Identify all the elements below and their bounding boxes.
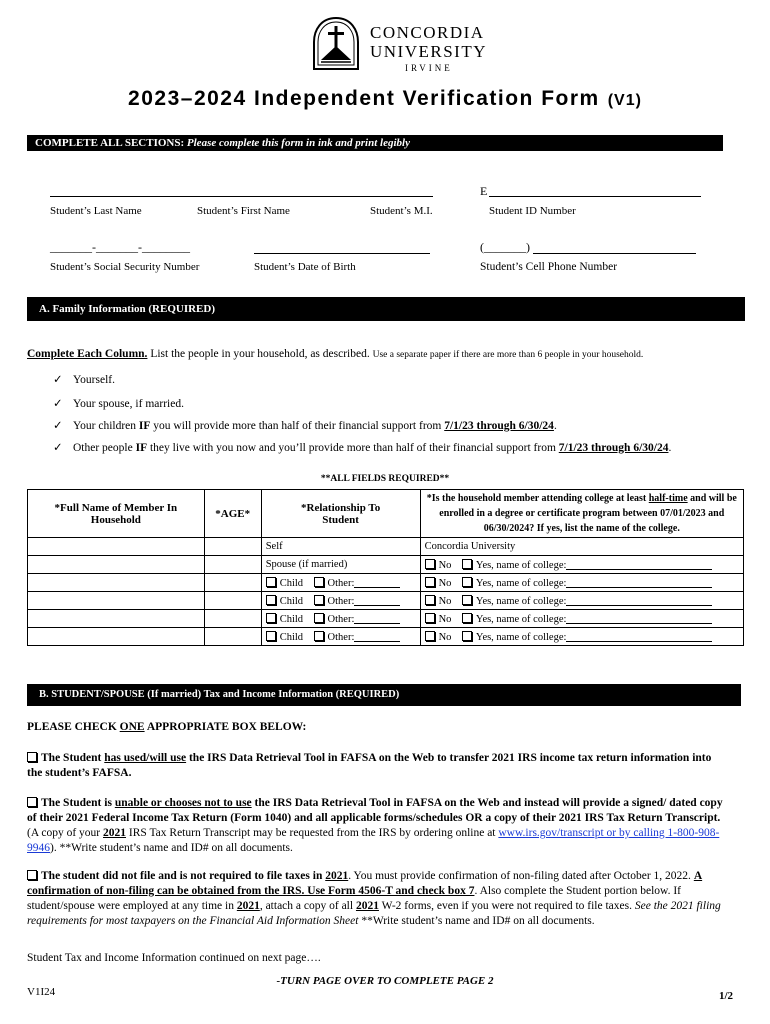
option-3-checkbox[interactable] xyxy=(27,870,37,880)
other-checkbox[interactable] xyxy=(314,631,324,641)
student-id-label: Student ID Number xyxy=(489,205,576,217)
university-seal-logo xyxy=(311,16,361,72)
all-fields-required: **ALL FIELDS REQUIRED** xyxy=(320,474,450,484)
age-cell[interactable] xyxy=(204,538,261,556)
member-name-cell[interactable] xyxy=(28,610,205,628)
item-pre: Your children xyxy=(73,420,139,432)
yes-label: Yes, name of college: xyxy=(475,631,567,643)
member-name-cell[interactable] xyxy=(28,556,205,574)
other-label: Other: xyxy=(327,577,355,589)
option-2 xyxy=(27,796,727,856)
item-date: 7/1/23 through 6/30/24 xyxy=(558,442,669,454)
relationship-cell xyxy=(261,574,420,592)
member-name-cell[interactable] xyxy=(28,628,205,646)
age-cell[interactable] xyxy=(204,628,261,646)
opt1-u: has used/will use xyxy=(104,752,187,764)
opt3-d: , attach a copy of all xyxy=(259,900,356,912)
university-wordmark xyxy=(370,24,487,73)
household-criteria-item xyxy=(53,396,184,410)
age-cell[interactable] xyxy=(204,592,261,610)
form-version: (V1) xyxy=(607,92,642,109)
child-checkbox[interactable] xyxy=(266,595,276,605)
header-full-name: *Full Name of Member In Household xyxy=(28,490,205,538)
last-name-label: Student’s Last Name xyxy=(50,205,142,217)
other-checkbox[interactable] xyxy=(314,577,324,587)
member-name-cell[interactable] xyxy=(28,592,205,610)
age-cell[interactable] xyxy=(204,610,261,628)
child-checkbox[interactable] xyxy=(266,613,276,623)
table-row xyxy=(28,538,744,556)
yes-label: Yes, name of college: xyxy=(475,559,567,571)
other-input-line[interactable] xyxy=(354,587,400,588)
opt3-year2: 2021 xyxy=(236,900,260,912)
logo-line-2: UNIVERSITY xyxy=(370,42,487,61)
opt2-d: IRS Tax Return Transcript may be requested from the IRS by ordering online at xyxy=(126,827,499,839)
checkmark-icon: ✓ xyxy=(53,398,63,410)
item-pre: Yourself. xyxy=(73,374,115,386)
yes-label: Yes, name of college: xyxy=(475,577,567,589)
no-checkbox[interactable] xyxy=(425,595,435,605)
instructions-bar xyxy=(27,135,723,151)
yes-checkbox[interactable] xyxy=(462,559,472,569)
opt3-italic: See the 2021 filing requirements for most taxpayers on the Financial Aid Information Sheet xyxy=(27,900,721,927)
college-cell xyxy=(420,610,743,628)
item-post: . xyxy=(668,442,672,454)
relationship-cell: Spouse (if married) xyxy=(261,556,420,574)
household-criteria-item xyxy=(53,440,671,454)
opt2-year: 2021 xyxy=(103,827,127,839)
phone-label: Student’s Cell Phone Number xyxy=(480,261,618,273)
header-relationship: *Relationship To Student xyxy=(261,490,420,538)
table-row xyxy=(28,556,744,574)
student-id-line[interactable] xyxy=(489,196,701,197)
header-age: *AGE* xyxy=(204,490,261,538)
item-mid: you will provide more than half of their financial support from xyxy=(150,420,445,432)
table-row xyxy=(28,610,744,628)
check-one-instruction xyxy=(27,720,727,735)
table-row xyxy=(28,574,744,592)
college-name-line[interactable] xyxy=(566,605,712,606)
child-label: Child xyxy=(279,595,304,607)
age-cell[interactable] xyxy=(204,556,261,574)
ssn-line[interactable]: _______-_______-________ xyxy=(50,240,190,254)
option-2-checkbox[interactable] xyxy=(27,797,37,807)
section-a-lead xyxy=(27,348,643,360)
mi-label: Student’s M.I. xyxy=(370,205,433,217)
dob-label: Student’s Date of Birth xyxy=(254,261,356,273)
header-college xyxy=(420,490,743,538)
header-college-b: and will be enrolled in a degree or certificate program between 07/01/2023 and 06/30/2024? If yes, list the name of the college. xyxy=(439,493,737,534)
checkmark-icon: ✓ xyxy=(53,374,63,386)
footer-version: V1I24 xyxy=(27,986,56,998)
yes-checkbox[interactable] xyxy=(462,577,472,587)
checkmark-icon: ✓ xyxy=(53,420,63,432)
college-name-line[interactable] xyxy=(566,569,712,570)
table-row xyxy=(28,592,744,610)
member-name-cell[interactable] xyxy=(28,574,205,592)
no-checkbox[interactable] xyxy=(425,631,435,641)
opt3-u: A confirmation of non-filing can be obtained from the IRS. Use Form 4506-T and check box 7 xyxy=(27,870,703,897)
child-checkbox[interactable] xyxy=(266,631,276,641)
option-1-checkbox[interactable] xyxy=(27,752,37,762)
irs-transcript-link[interactable]: www.irs.gov/transcript or by calling 1-800-908-9946 xyxy=(27,827,720,854)
check-one-post: APPROPRIATE BOX BELOW: xyxy=(144,721,307,733)
opt1-b: the IRS Data Retrieval Tool in FAFSA on the Web to transfer 2021 IRS income tax return information into the student’s FAFSA. xyxy=(27,752,712,779)
college-cell: Concordia University xyxy=(420,538,743,556)
age-cell[interactable] xyxy=(204,574,261,592)
opt1-a: The Student xyxy=(41,752,105,764)
household-criteria-item xyxy=(53,418,557,432)
lead-small: Use a separate paper if there are more than 6 people in your household. xyxy=(372,350,644,360)
check-one-pre: PLEASE CHECK xyxy=(27,721,120,733)
item-bold: IF xyxy=(135,442,148,454)
logo-line-1: CONCORDIA xyxy=(370,23,485,42)
lead-bold: Complete Each Column. xyxy=(27,348,148,360)
opt2-e: ). **Write student’s name and ID# on all documents. xyxy=(50,842,293,854)
child-label: Child xyxy=(279,631,304,643)
section-b-header: B. STUDENT/SPOUSE (If married) Tax and Income Information (REQUIRED) xyxy=(27,684,741,706)
phone-area-code[interactable]: (_______) xyxy=(480,240,530,254)
college-name-line[interactable] xyxy=(566,623,712,624)
opt3-f: **Write student’s name and ID# on all documents. xyxy=(358,915,595,927)
yes-checkbox[interactable] xyxy=(462,631,472,641)
section-a-header: A. Family Information (REQUIRED) xyxy=(27,297,745,321)
phone-line[interactable] xyxy=(533,253,696,254)
check-one-u: ONE xyxy=(119,721,145,733)
no-checkbox[interactable] xyxy=(425,559,435,569)
relationship-cell: Self xyxy=(261,538,420,556)
other-input-line[interactable] xyxy=(354,641,400,642)
household-table xyxy=(27,489,744,646)
opt2-b: the IRS Data Retrieval Tool in FAFSA on the Web and instead will provide a signed/ dated copy of their 2021 Federal Income Tax Return (Form 1040) and all applicable forms/schedules OR a copy of their 2021 IRS Tax Return Transcript. xyxy=(27,797,723,824)
form-title xyxy=(0,87,770,111)
item-pre: Your spouse, if married. xyxy=(73,398,184,410)
table-row xyxy=(28,628,744,646)
no-label: No xyxy=(438,559,452,571)
relationship-cell xyxy=(261,610,420,628)
first-name-label: Student’s First Name xyxy=(197,205,290,217)
lead-text: List the people in your household, as described. xyxy=(147,348,373,360)
header-college-a: *Is the household member attending college at least xyxy=(426,493,649,504)
yes-checkbox[interactable] xyxy=(462,613,472,623)
college-cell xyxy=(420,574,743,592)
relationship-cell xyxy=(261,592,420,610)
instructions-bold: COMPLETE ALL SECTIONS: xyxy=(35,137,185,149)
other-input-line[interactable] xyxy=(354,605,400,606)
student-id-prefix: E xyxy=(480,184,488,198)
opt3-year: 2021 xyxy=(325,870,349,882)
no-checkbox[interactable] xyxy=(425,577,435,587)
item-date: 7/1/23 through 6/30/24 xyxy=(444,420,554,432)
college-cell xyxy=(420,556,743,574)
logo-line-3: IRVINE xyxy=(405,63,453,73)
opt3-a: The student did not file and is not required to file taxes in xyxy=(41,870,326,882)
footer-turn-page: -TURN PAGE OVER TO COMPLETE PAGE 2 xyxy=(276,975,494,987)
dob-line[interactable] xyxy=(254,253,430,254)
other-input-line[interactable] xyxy=(354,623,400,624)
relationship-cell xyxy=(261,628,420,646)
yes-label: Yes, name of college: xyxy=(475,595,567,607)
opt3-b: . You must provide confirmation of non-filing dated after October 1, 2022. xyxy=(348,870,694,882)
opt2-u: unable or chooses not to use xyxy=(114,797,252,809)
student-name-line[interactable] xyxy=(50,196,433,197)
opt3-e: W-2 forms, even if you were not required to file taxes. xyxy=(378,900,635,912)
other-checkbox[interactable] xyxy=(314,595,324,605)
item-post: . xyxy=(553,420,557,432)
household-criteria-item xyxy=(53,372,115,386)
checkmark-icon: ✓ xyxy=(53,442,63,454)
opt2-a: The Student is xyxy=(41,797,115,809)
no-label: No xyxy=(438,613,452,625)
college-name-line[interactable] xyxy=(566,641,712,642)
header-college-u: half-time xyxy=(648,493,688,504)
other-label: Other: xyxy=(327,613,355,625)
footer-page-number: 1/2 xyxy=(719,990,734,1002)
yes-checkbox[interactable] xyxy=(462,595,472,605)
other-label: Other: xyxy=(327,631,355,643)
member-name-cell[interactable] xyxy=(28,538,205,556)
child-label: Child xyxy=(279,577,304,589)
item-pre: Other people xyxy=(73,442,136,454)
opt3-c: . Also complete the Student portion below. If student/spouse were employed at any time in xyxy=(27,885,681,912)
no-checkbox[interactable] xyxy=(425,613,435,623)
other-checkbox[interactable] xyxy=(314,613,324,623)
opt3-year3: 2021 xyxy=(355,900,379,912)
no-label: No xyxy=(438,577,452,589)
option-3 xyxy=(27,869,727,929)
item-mid: they live with you now and you’ll provide more than half of their financial support from xyxy=(147,442,559,454)
ssn-label: Student’s Social Security Number xyxy=(50,261,200,273)
college-name-line[interactable] xyxy=(566,587,712,588)
college-cell xyxy=(420,628,743,646)
no-label: No xyxy=(438,595,452,607)
item-bold: IF xyxy=(138,420,151,432)
child-checkbox[interactable] xyxy=(266,577,276,587)
other-label: Other: xyxy=(327,595,355,607)
continued-note: Student Tax and Income Information continued on next page…. xyxy=(27,952,321,964)
no-label: No xyxy=(438,631,452,643)
college-cell xyxy=(420,592,743,610)
instructions-italic: Please complete this form in ink and print legibly xyxy=(186,137,410,149)
child-label: Child xyxy=(279,613,304,625)
form-title-main: 2023–2024 Independent Verification Form xyxy=(128,87,600,110)
yes-label: Yes, name of college: xyxy=(475,613,567,625)
opt2-c: (A copy of your xyxy=(27,827,104,839)
option-1 xyxy=(27,751,727,781)
